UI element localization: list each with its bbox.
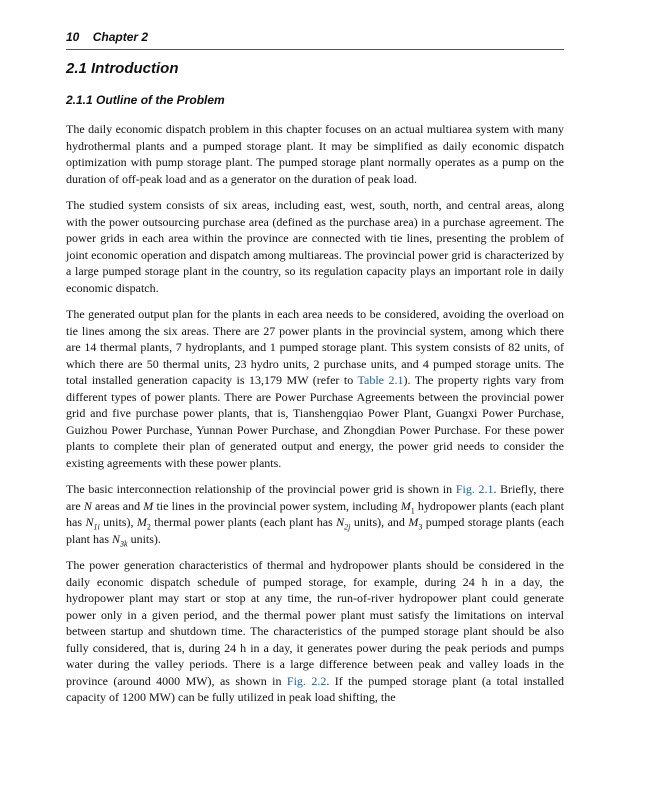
var-m: M [143,498,154,513]
var-n: N [83,498,92,513]
paragraph-4-text-h: units), and [350,515,409,529]
paragraph-4-text-f: units), [99,515,137,529]
fig-2-2-link[interactable]: Fig. 2.2 [286,673,327,688]
paragraph-3 [66,306,564,471]
var-n2j-sub: 2j [344,522,351,532]
paragraph-5-text-a: The power generation characteristics of thermal and hydropower plants should be considered in the daily economic dispatch schedule of pumped storage, for example, during 24 h in a day, the hydropower plant may start or stop at any time, the run-of-river hydropower plant could generate power only in a given period, and the thermal power plant must satisfy the limitations on interval between startup and shutdown time. The characteristics of the pumped storage plant should be also fully considered, that is, during 24 h in a day, it generates power during the peak periods and pumps water during the valley periods. There is a large difference between peak and valley loads in the province (around 4000 MW), as shown in [66,558,564,688]
subsection-title: 2.1.1 Outline of the Problem [66,93,225,107]
var-n3k: N [112,531,121,546]
paragraph-4-text-c: areas and [91,498,144,513]
var-n1i-sub: 1i [93,522,100,532]
paragraph-4-text-a: The basic interconnection relationship of the provincial power grid is shown in [66,482,456,496]
chapter-label: Chapter 2 [92,30,149,44]
var-m3: M [408,515,419,529]
paragraph-4-text-i: pumped storage plants (each plant has [66,515,565,546]
running-head [66,30,564,50]
paragraph-5 [66,557,564,706]
var-n2j: N [336,515,345,529]
paragraph-1: The daily economic dispatch problem in this chapter focuses on an actual multiarea system with many hydrothermal plants and a pumped storage plant. It may be simplified as daily economic dispatch optimization with pump storage plant. The pumped storage plant normally operates as a pump on the duration of off-peak load and as a generator on the duration of peak load. [66,122,564,186]
paragraph-4 [66,481,564,547]
body-text [66,121,564,716]
paragraph-2: The studied system consists of six areas, including east, west, south, north, and central areas, along with the power outsourcing purchase area (defined as the purchase area) in a purchase agreement. The power grids in each area within the province are connected with tie lines, presenting the problem of joint economic operation and dispatch among multiareas. The provincial power grid is characterized by a large pumped storage plant in the country, so its regulation capacity plays an important role in daily economic dispatch. [66,198,564,295]
fig-2-1-link[interactable]: Fig. 2.1 [455,482,494,496]
paragraph-4-text-d: tie lines in the provincial power system, including [153,498,401,513]
table-2-1-link[interactable]: Table 2.1 [357,373,404,387]
paragraph-5-text-b: . If the pumped storage plant (a total installed capacity of 1200 MW) can be fully utilized in peak load shifting, the [66,673,564,704]
paragraph-4-text-e: hydropower plants (each plant has [66,498,564,529]
var-m3-sub: 3 [418,522,423,532]
page-number: 10 [66,30,80,44]
var-m2-sub: 2 [146,522,151,532]
paragraph-4-text-b: . Briefly, there are [66,482,564,513]
section-title: 2.1 Introduction [66,60,179,77]
var-m2: M [136,515,147,529]
paragraph-3-text-a: The generated output plan for the plants in each area needs to be considered, avoiding the overload on tie lines among the six areas. There are 27 power plants in the provincial system, among which there are 14 thermal plants, 7 hydroplants, and 1 pumped storage plant. This system consists of 82 units, of which there are 50 thermal units, 23 hydro units, 2 purchase units, and 4 pumped storage units. The total installed generation capacity is 13,179 MW (refer to [66,307,564,387]
paragraph-3-text-b: ). The property rights vary from different types of power plants. There are Power Purchase Agreements between the provincial power grid and five purchase power plants, that is, Tianshengqiao Power Plant, Guangxi Power Purchase, Guizhou Power Purchase, Yunnan Power Purchase, and Zhongdian Power Purchase. For these power plants to complete their plan of generated output and energy, the power grid needs to consider the existing agreements with these power plants. [66,373,565,470]
var-n1i: N [85,515,94,529]
paragraph-4-text-g: thermal power plants (each plant has [150,515,337,529]
var-m1: M [400,498,411,513]
var-m1-sub: 1 [410,505,415,515]
var-n3k-sub: 3k [120,538,128,548]
paragraph-4-text-j: units). [127,531,161,546]
